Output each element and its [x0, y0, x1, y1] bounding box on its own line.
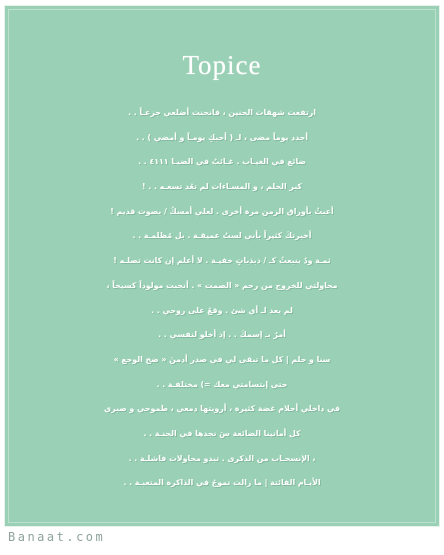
poem-line: حتى إبتسامتي معك =) مختلفـة . . [156, 379, 288, 389]
poem-line: أمرٌ بـ إسمكَ . . إذ أخلو لنفسي . . [158, 330, 286, 340]
watermark-text: Banaat.com [8, 530, 106, 544]
poem-card [4, 5, 440, 527]
poem-line: سنا و حلم | كل ما تبقى لي في صدر أدمنَ « ضخ الوجع » [113, 354, 331, 364]
poem-line: ارتفعت شهقات الحنين ، فانحنت أضلعي جزعـاً . . [128, 108, 316, 117]
poem-line: محاولتي للخروج من رحم « الصمت » . أنجبت مولوداً كسيحاً ، [106, 280, 338, 290]
poem-line: كبر الحلم ، و المسـاءات لم تعُد تسعـه . . ! [142, 182, 302, 192]
poem-line: لم يعد لـ أي شئ . وقعٌ على روحي . . [151, 305, 293, 315]
poem-line: ، الإنسحـاب من الذكرى . تبدو محاولات فاشلـة . . [128, 453, 316, 463]
poem-line: ثمـة ودٌ ينبعثُ كـ / ذبذباتٍ خفيـة . لا أعلم إن كانت تصلـه ! [113, 256, 331, 266]
poem-line: أخبرتكَ كثيراً بأني لستُ عميقـة . بل مُظلمـة . . [132, 231, 312, 241]
poem-line: أجدد يوماً مضى ، لـ ( أحبكِ يومـاً و أمضي ) . . [136, 132, 308, 142]
poem-line: أعبثُ بأوراق الزمن مرة أخرى . لعلي أمسكُ / بصوت قديم ! [110, 206, 334, 216]
poem-title: Topice [182, 50, 262, 80]
poem-line: الأيـام الفائتة | ما زالت تموجُ في الذاكرة المتعبـة . . [123, 478, 321, 488]
poem-lines [5, 101, 439, 496]
poem-line: كل أمانينا الضائعة سَ نجدها في الجنـة . . [143, 428, 301, 438]
poem-line: ضائع في الغيـاب . غـائبٌ في الضيـا ٤١١١ . . [138, 157, 306, 167]
poem-line: في داخلي أحلام غضة كثيرة ، أرويتها دمعي ، طموحي و صبري [104, 404, 340, 414]
